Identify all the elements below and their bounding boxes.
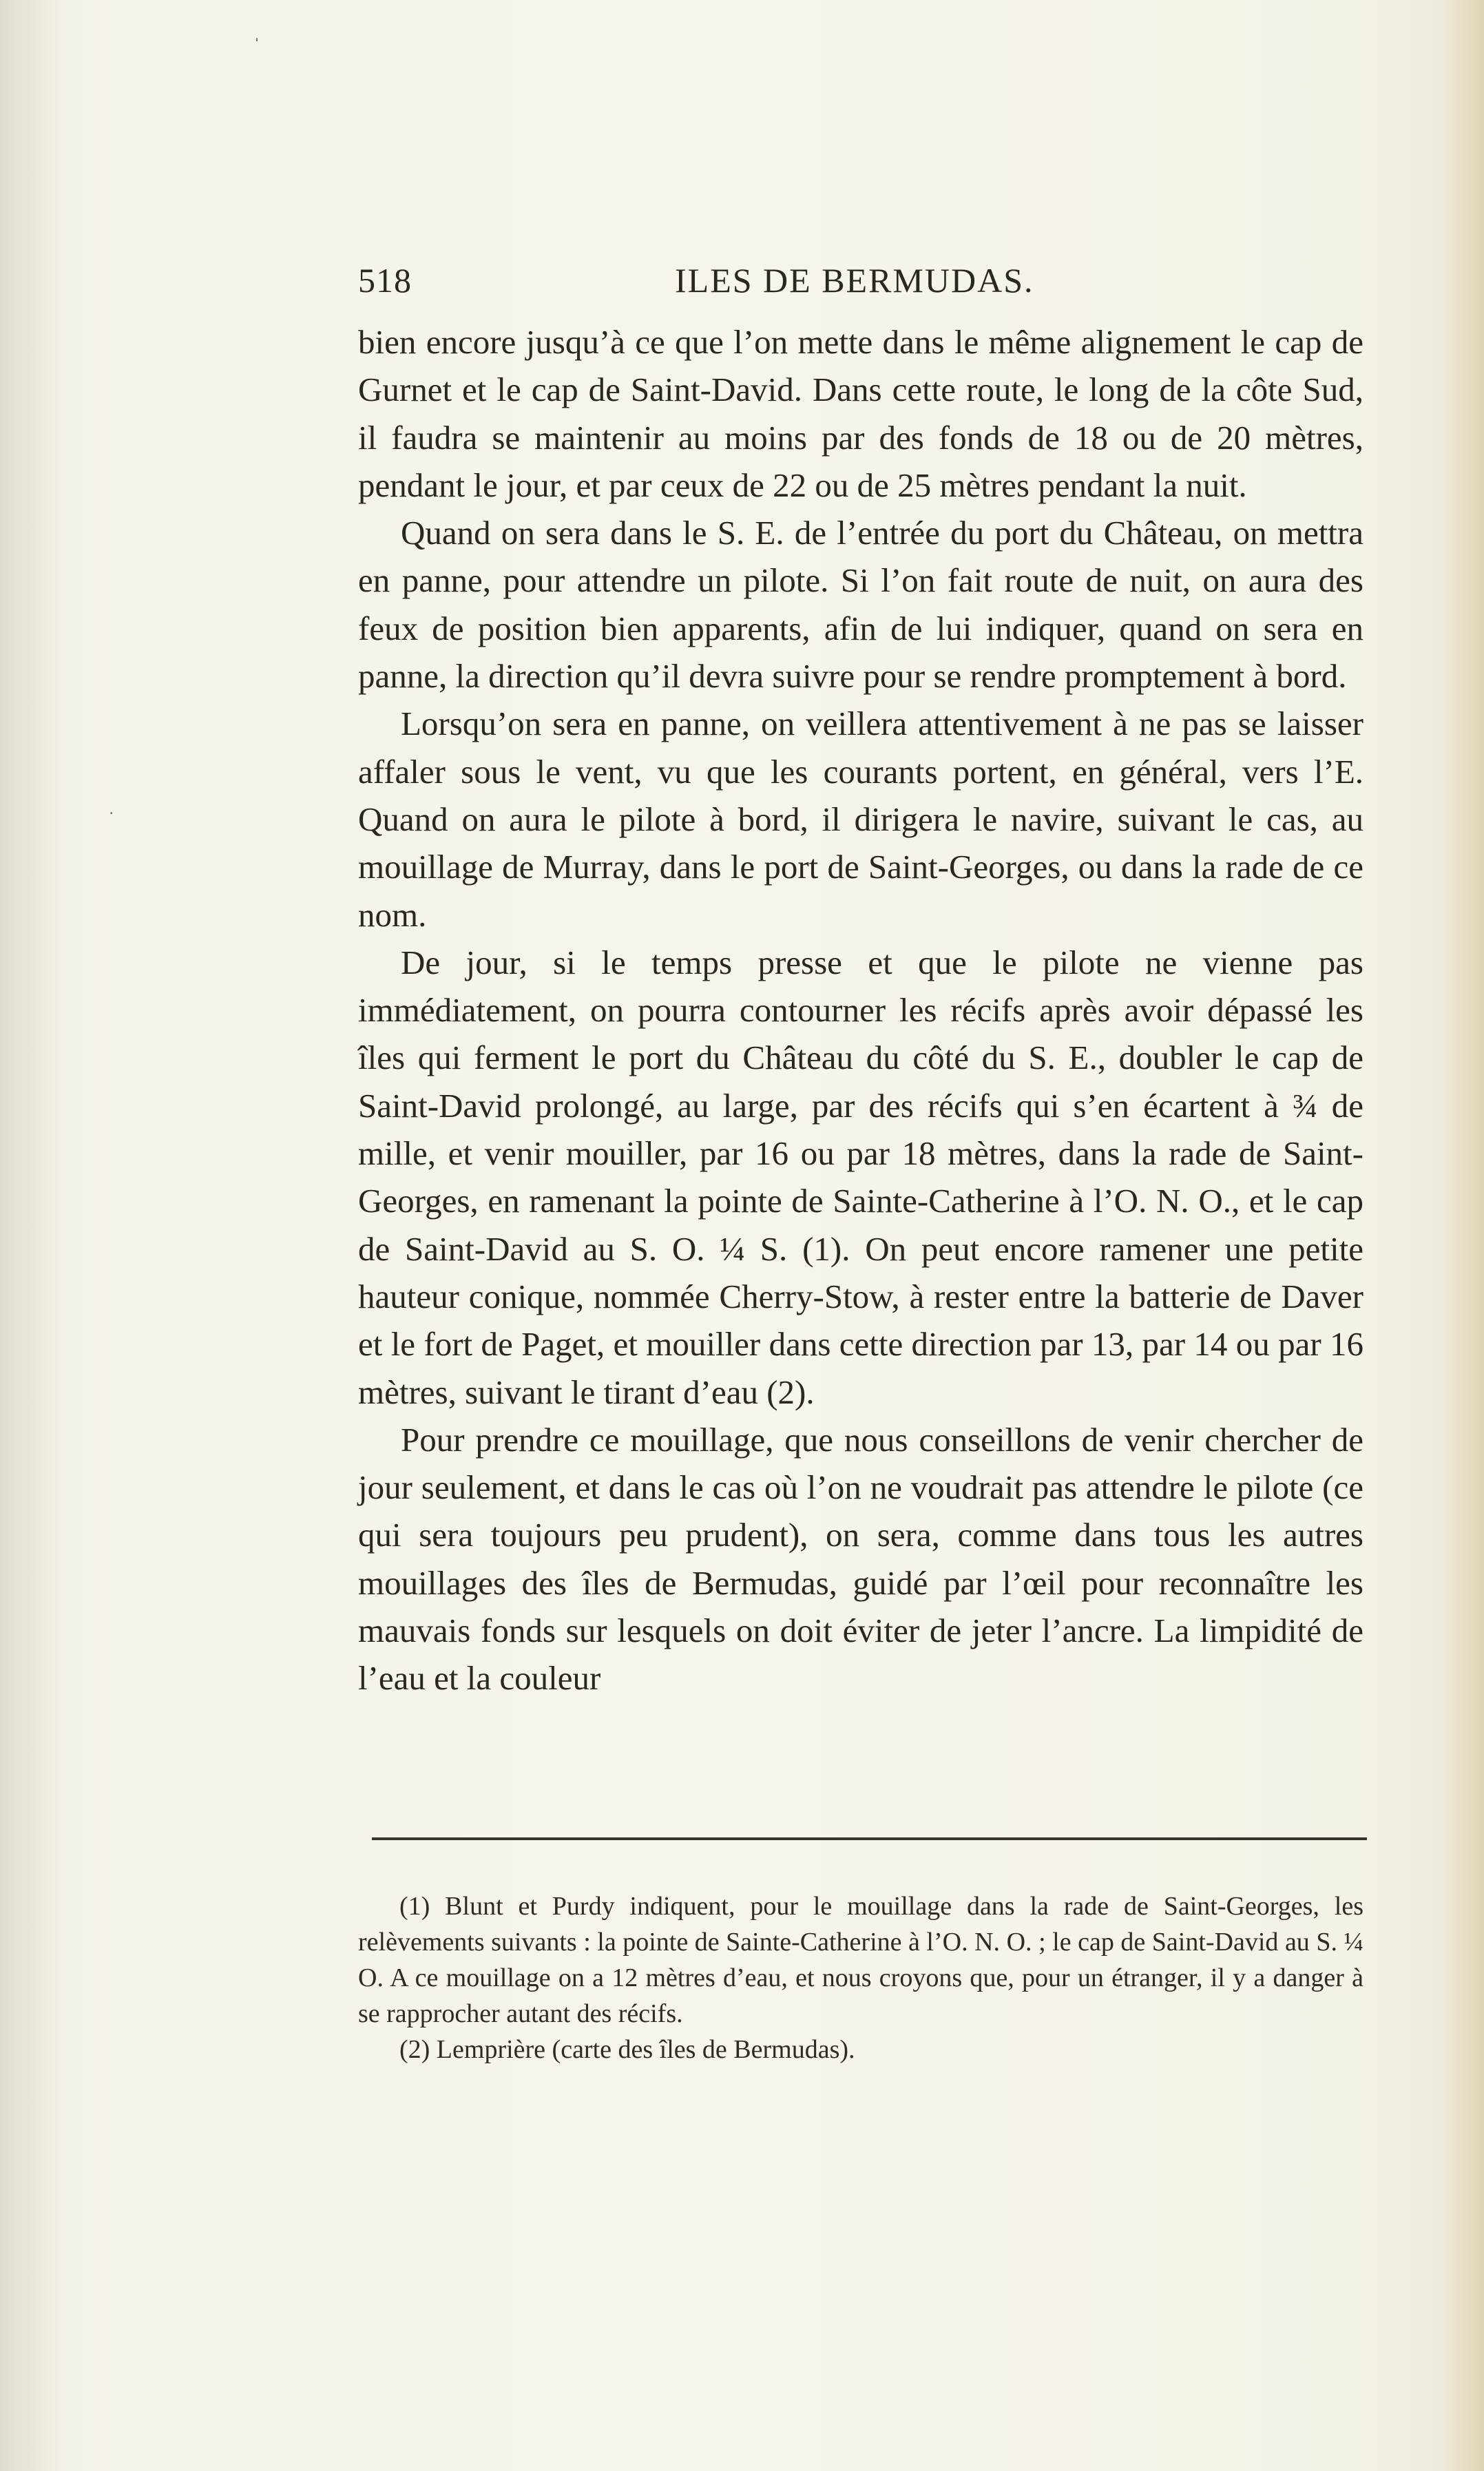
- main-text: [358, 318, 1363, 1702]
- paragraph: Quand on sera dans le S. E. de l’entrée du port du Château, on mettra en panne, pour attendre un pilote. Si l’on fait route de nuit, on aura des feux de position bien apparents, afin de lui indiquer, quand on sera en panne, la direction qu’il devra suivre pour se rendre promptement à bord.: [358, 514, 1363, 696]
- paragraph: Pour prendre ce mouillage, que nous conseillons de venir chercher de jour seulement, et dans le cas où l’on ne voudrait pas attendre le pilote (ce qui sera toujours peu prudent), on sera, comme dans tous les autres mouillages des îles de Bermudas, guidé par l’œil pour reconnaître les mauvais fonds sur lesquels on doit éviter de jeter l’ancre. La limpidité de l’eau et la couleur: [358, 1420, 1363, 1698]
- running-title: ILES DE BERMUDAS.: [675, 261, 1034, 300]
- stray-ink-mark: ˈ: [253, 34, 260, 57]
- page-number: 518: [358, 261, 412, 300]
- page-edge-tint: [1443, 0, 1484, 2471]
- paragraph: bien encore jusqu’à ce que l’on mette dans le même alignement le cap de Gurnet et le cap de Saint-David. Dans cette route, le long de la côte Sud, il faudra se maintenir au moins par des fonds de 18 ou de 20 mètres, pendant le jour, et par ceux de 22 ou de 25 mètres pendant la nuit.: [358, 323, 1363, 504]
- paragraph: De jour, si le temps presse et que le pilote ne vienne pas immédiatement, on pourra contourner les récifs après avoir dépassé les îles qui ferment le port du Château du côté du S. E., doubler le cap de Saint-David prolongé, au large, par des récifs qui s’en écartent à ¾ de mille, et venir mouiller, par 16 ou par 18 mètres, dans la rade de Saint-Georges, en ramenant la pointe de Sainte-Catherine à l’O. N. O., et le cap de Saint-David au S. O. ¼ S. (1). On peut encore ramener une petite hauteur conique, nommée Cherry-Stow, à rester entre la batterie de Daver et le fort de Paget, et mouiller dans cette direction par 13, par 14 ou par 16 mètres, suivant le tirant d’eau (2).: [358, 943, 1363, 1411]
- paragraph: Lorsqu’on sera en panne, on veillera attentivement à ne pas se laisser affaler sous le vent, vu que les courants portent, en général, vers l’E. Quand on aura le pilote à bord, il dirigera le navire, suivant le cas, au mouillage de Murray, dans le port de Saint-Georges, ou dans la rade de ce nom.: [358, 705, 1363, 934]
- running-head: [358, 256, 1363, 304]
- footnote: (2) Lemprière (carte des îles de Bermudas).: [399, 2035, 855, 2064]
- stray-ink-mark: ·: [109, 804, 114, 822]
- page-gutter-shadow: [0, 0, 62, 2471]
- footnote-divider: [372, 1837, 1367, 1840]
- footnotes: [358, 1888, 1363, 2067]
- footnote: (1) Blunt et Purdy indiquent, pour le mouillage dans la rade de Saint-Georges, les relèvements suivants : la pointe de Sainte-Catherine à l’O. N. O. ; le cap de Saint-David au S. ¼ O. A ce mouillage on a 12 mètres d’eau, et nous croyons que, pour un étranger, il y a danger à se rapprocher autant des récifs.: [358, 1892, 1363, 2028]
